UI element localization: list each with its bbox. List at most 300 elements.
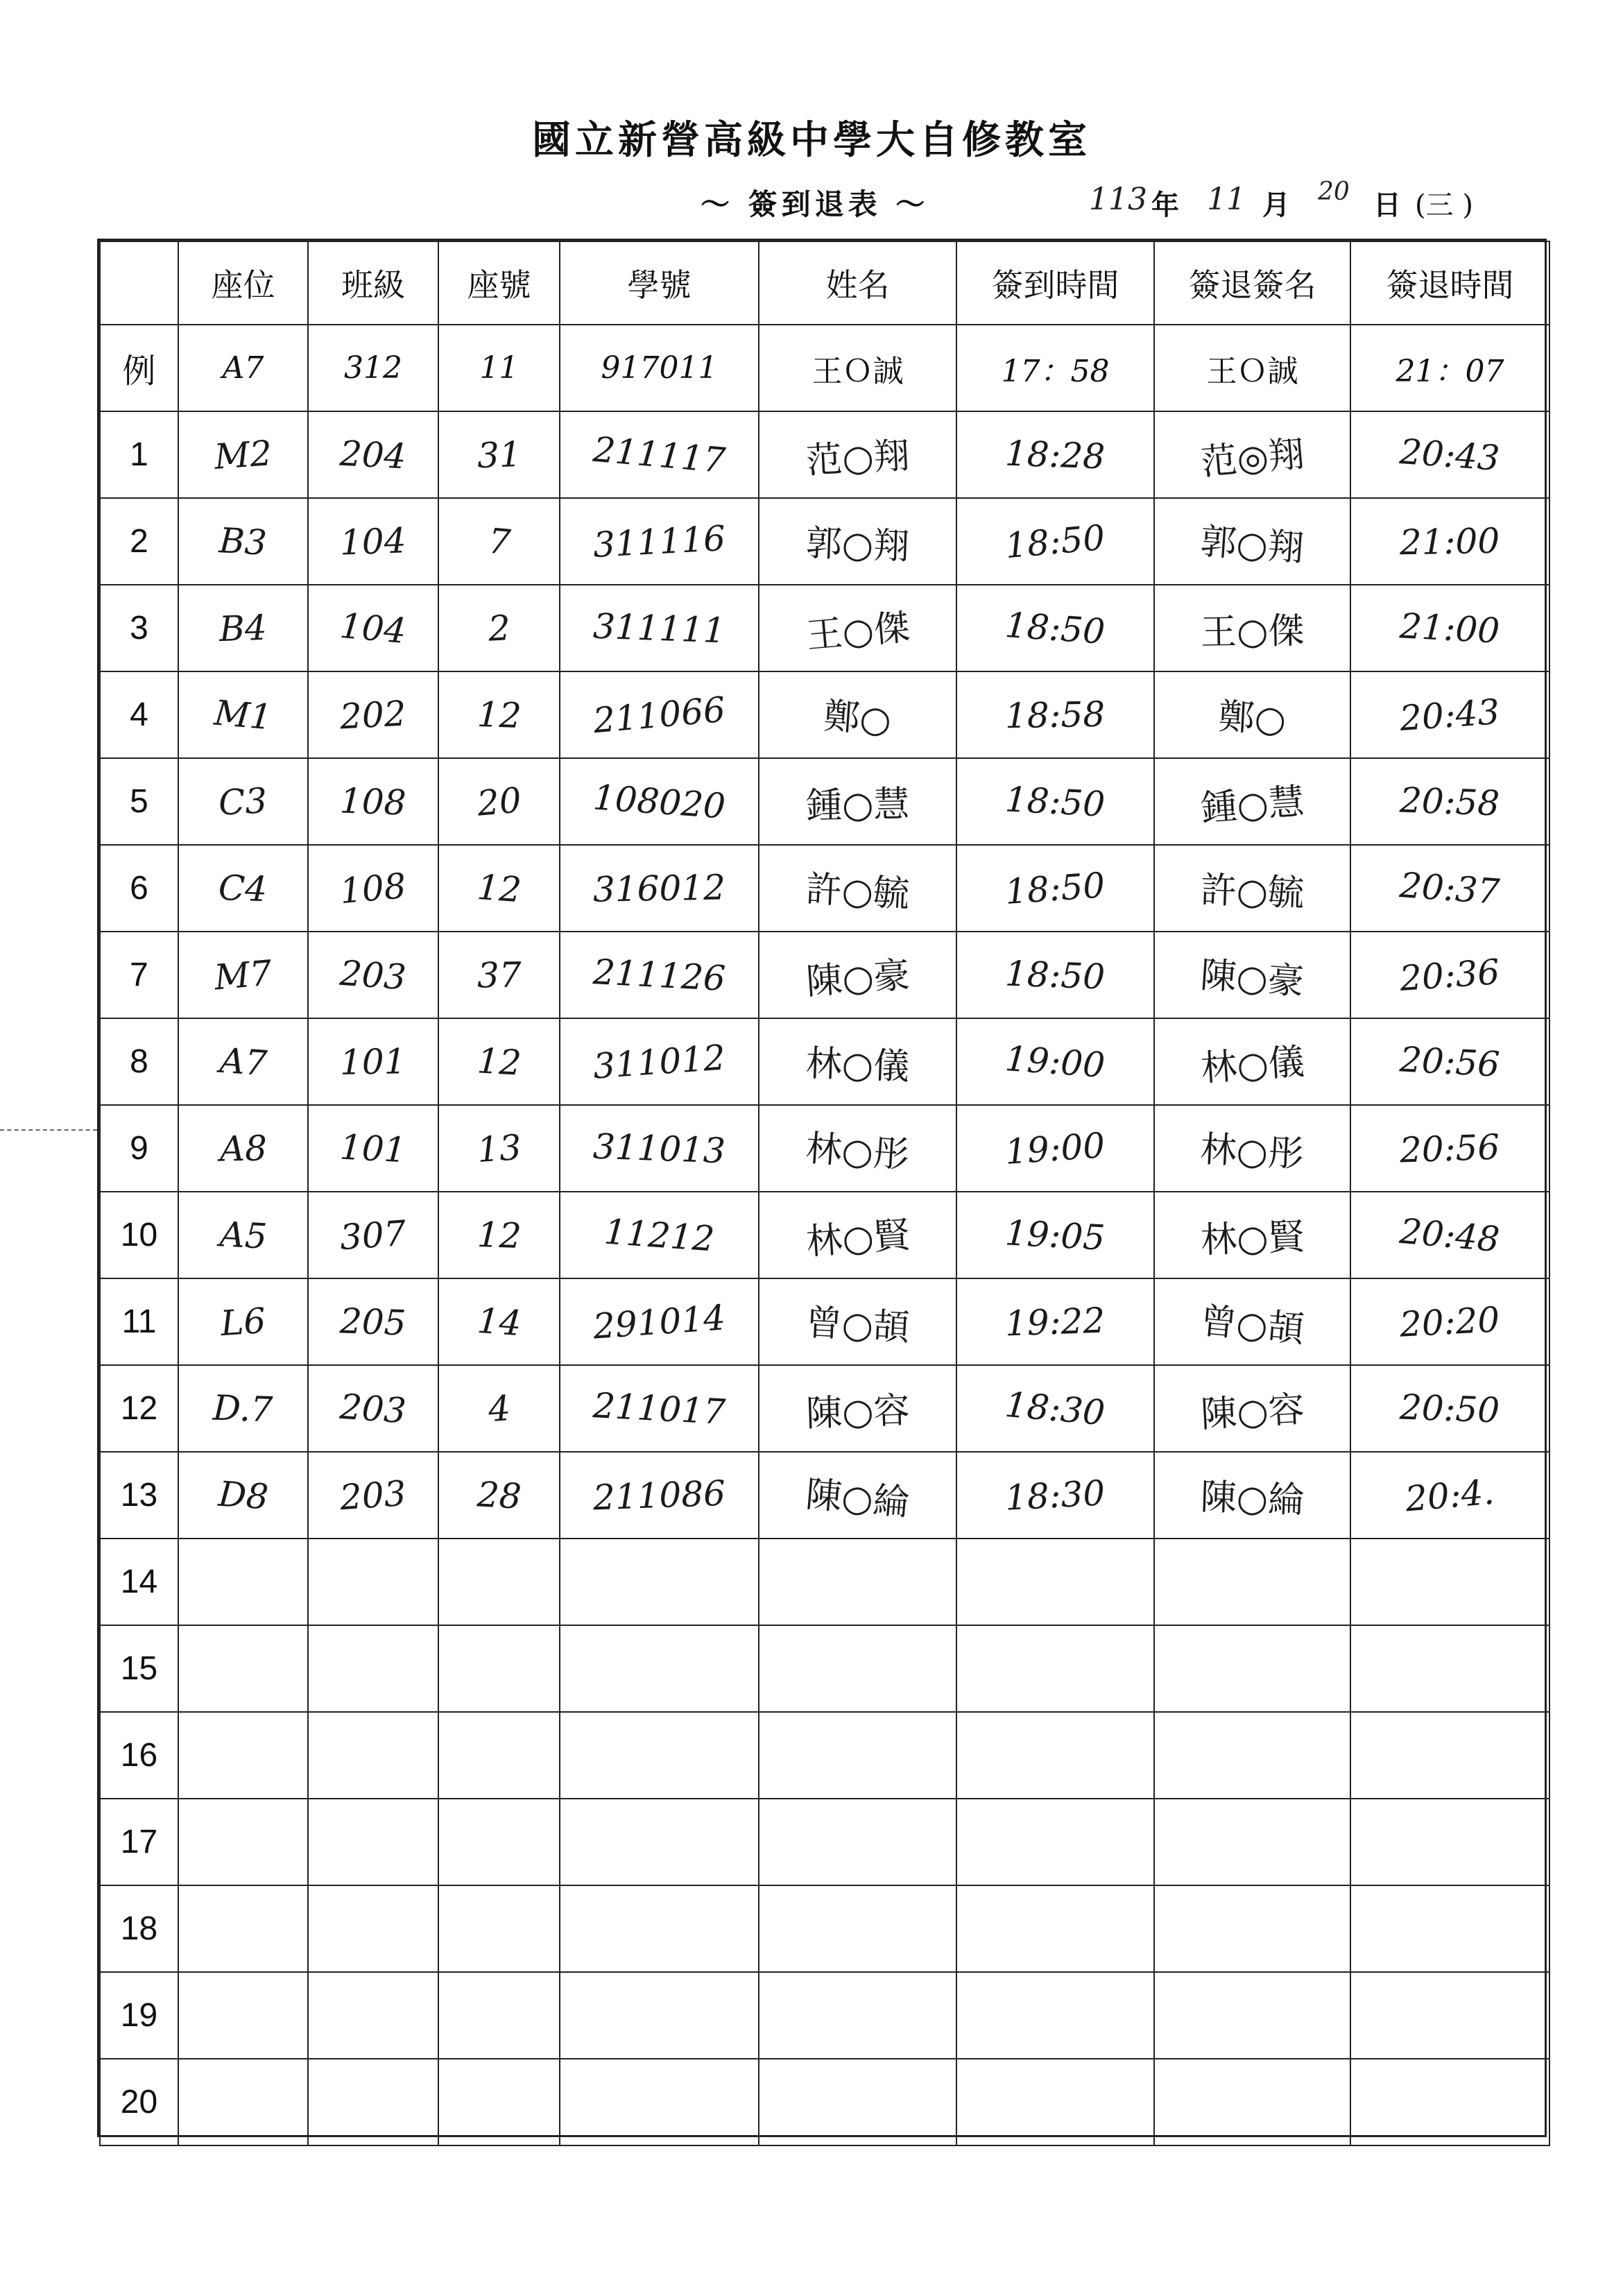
checkin-time-cell-text: 18:50 xyxy=(1004,517,1107,566)
checkout-signature-cell-text: 郭○翔 xyxy=(1199,520,1305,570)
seat-no-cell xyxy=(438,2059,560,2145)
checkout-signature-cell-text: 林○賢 xyxy=(1200,1216,1305,1262)
name-cell xyxy=(759,1712,956,1799)
checkin-time-cell xyxy=(956,2059,1154,2145)
name-cell xyxy=(759,498,956,585)
seat-no-cell xyxy=(438,1972,560,2059)
class-cell xyxy=(308,1278,438,1365)
checkout-time-cell xyxy=(1350,1278,1549,1365)
row-number: 16 xyxy=(100,1712,178,1799)
date-year: 113 xyxy=(1089,182,1147,217)
checkout-signature-cell xyxy=(1154,2059,1350,2145)
seat-cell xyxy=(178,1192,308,1278)
checkin-time-cell-text: 18:50 xyxy=(1004,864,1107,912)
seat-cell xyxy=(178,585,308,671)
checkout-signature-cell xyxy=(1154,758,1350,845)
date-month-unit: 月 xyxy=(1262,189,1290,221)
checkout-time-cell xyxy=(1350,1105,1549,1192)
checkin-time-cell xyxy=(956,498,1154,585)
checkout-signature-cell xyxy=(1154,585,1350,671)
checkout-time-cell xyxy=(1350,585,1549,671)
checkin-time-cell-text: 18:58 xyxy=(1004,694,1106,736)
table-row xyxy=(100,1105,1549,1192)
student-id-cell-text: 311012 xyxy=(592,1036,727,1087)
class-cell xyxy=(308,1018,438,1105)
signin-table xyxy=(99,241,1550,2146)
seat-cell-text: C4 xyxy=(218,867,268,909)
checkin-time-cell xyxy=(956,1105,1154,1192)
checkout-time-cell xyxy=(1350,1972,1549,2059)
row-number: 12 xyxy=(100,1365,178,1452)
class-cell-text: 203 xyxy=(338,1386,408,1431)
seat-cell xyxy=(178,1452,308,1539)
student-id-cell xyxy=(560,1452,759,1539)
student-id-cell-text: 311111 xyxy=(592,606,726,651)
student-id-cell xyxy=(560,758,759,845)
table-row xyxy=(100,1885,1549,1972)
checkout-time-cell-text: 20:37 xyxy=(1398,864,1502,912)
student-id-cell xyxy=(560,1799,759,1885)
name-cell xyxy=(759,1278,956,1365)
checkout-time-cell-text: 20:56 xyxy=(1399,1038,1501,1085)
class-cell xyxy=(308,1625,438,1712)
seat-no-cell-text: 2 xyxy=(487,607,511,649)
seat-no-cell xyxy=(438,498,560,585)
date-day: 20 xyxy=(1318,178,1350,206)
table-row xyxy=(100,1452,1549,1539)
checkout-time-cell-text: 20:20 xyxy=(1399,1299,1501,1345)
checkout-signature-cell xyxy=(1154,1452,1350,1539)
name-cell xyxy=(759,932,956,1018)
class-cell-text: 101 xyxy=(338,1126,408,1170)
row-number: 1 xyxy=(100,411,178,498)
class-cell xyxy=(308,1712,438,1799)
checkout-signature-cell xyxy=(1154,671,1350,758)
class-cell xyxy=(308,1105,438,1192)
student-id-cell xyxy=(560,1365,759,1452)
row-number: 2 xyxy=(100,498,178,585)
seat-no-cell-text: 4 xyxy=(486,1387,512,1430)
checkout-time-cell xyxy=(1350,498,1549,585)
checkin-time-cell-text: 19:22 xyxy=(1004,1300,1106,1344)
checkout-signature-cell xyxy=(1154,1365,1350,1452)
checkout-signature-cell xyxy=(1154,1105,1350,1192)
seat-no-cell xyxy=(438,671,560,758)
seat-no-cell-text: 13 xyxy=(475,1126,523,1170)
seat-cell xyxy=(178,498,308,585)
student-id-cell-text: 316012 xyxy=(592,866,726,910)
checkout-signature-cell-text: 陳○容 xyxy=(1199,1389,1305,1436)
col-header-checkin-time: 簽到時間 xyxy=(956,241,1154,325)
scan-artifact-line xyxy=(0,1129,97,1131)
form-subtitle: ～ 簽到退表 ～ xyxy=(701,187,929,221)
date-weekday: (三 ) xyxy=(1415,189,1473,221)
seat-no-cell-text: 28 xyxy=(476,1473,522,1517)
seat-cell-text: A5 xyxy=(218,1213,268,1257)
class-cell-text: 204 xyxy=(338,433,408,477)
checkout-signature-cell xyxy=(1154,1625,1350,1712)
seat-cell-text: B4 xyxy=(218,607,268,649)
row-number: 15 xyxy=(100,1625,178,1712)
seat-cell-text: D8 xyxy=(216,1473,270,1517)
student-id-cell-text: 108020 xyxy=(592,776,727,827)
seat-no-cell xyxy=(438,758,560,845)
student-id-cell xyxy=(560,1539,759,1625)
name-cell xyxy=(759,1018,956,1105)
row-number: 20 xyxy=(100,2059,178,2145)
page-title: 國立新營高級中學大自修教室 xyxy=(532,117,1091,163)
example-seat-no: 11 xyxy=(438,325,560,411)
table-header-row xyxy=(100,241,1549,325)
student-id-cell xyxy=(560,1192,759,1278)
checkin-time-cell-text: 19:00 xyxy=(1004,1038,1107,1086)
seat-cell xyxy=(178,1539,308,1625)
student-id-cell-text: 311116 xyxy=(592,517,727,565)
checkin-time-cell-text: 18:50 xyxy=(1004,953,1106,997)
student-id-cell-text: 211066 xyxy=(591,689,728,741)
seat-cell xyxy=(178,1799,308,1885)
class-cell xyxy=(308,1972,438,2059)
class-cell xyxy=(308,498,438,585)
seat-no-cell xyxy=(438,1365,560,1452)
name-cell-text: 許○毓 xyxy=(805,868,911,916)
student-id-cell-text: 211086 xyxy=(592,1473,726,1518)
checkin-time-cell xyxy=(956,1452,1154,1539)
student-id-cell-text: 211126 xyxy=(592,951,727,999)
date-day-unit: 日 xyxy=(1373,189,1401,221)
table-row xyxy=(100,1018,1549,1105)
student-id-cell xyxy=(560,1885,759,1972)
col-header-name: 姓名 xyxy=(759,241,956,325)
seat-cell-text: B3 xyxy=(218,520,268,563)
class-cell xyxy=(308,671,438,758)
checkin-time-cell xyxy=(956,1972,1154,2059)
example-checkout-time: 21：07 xyxy=(1350,325,1549,411)
checkin-time-cell xyxy=(956,1365,1154,1452)
class-cell-text: 101 xyxy=(339,1040,407,1083)
table-row xyxy=(100,1799,1549,1885)
class-cell-text: 104 xyxy=(339,520,407,563)
seat-cell xyxy=(178,845,308,932)
table-row xyxy=(100,1278,1549,1365)
checkin-time-cell-text: 18:28 xyxy=(1004,433,1106,477)
row-number: 17 xyxy=(100,1799,178,1885)
table-row xyxy=(100,932,1549,1018)
student-id-cell xyxy=(560,1278,759,1365)
seat-no-cell xyxy=(438,1105,560,1192)
class-cell-text: 307 xyxy=(338,1213,408,1258)
name-cell-text: 林○彤 xyxy=(804,1127,911,1177)
seat-cell xyxy=(178,1018,308,1105)
seat-no-cell-text: 37 xyxy=(476,954,522,996)
checkout-time-cell-text: 20:43 xyxy=(1398,431,1502,479)
row-number: 19 xyxy=(100,1972,178,2059)
class-cell xyxy=(308,1539,438,1625)
checkout-time-cell-text: 21:00 xyxy=(1399,520,1501,563)
checkout-signature-cell-text: 林○儀 xyxy=(1199,1040,1306,1090)
row-number: 8 xyxy=(100,1018,178,1105)
student-id-cell xyxy=(560,671,759,758)
seat-cell xyxy=(178,1365,308,1452)
table-row xyxy=(100,411,1549,498)
table-row xyxy=(100,845,1549,932)
checkout-time-cell-text: 20:50 xyxy=(1399,1387,1501,1430)
class-cell-text: 108 xyxy=(338,865,409,911)
row-number: 3 xyxy=(100,585,178,671)
name-cell xyxy=(759,411,956,498)
student-id-cell xyxy=(560,1712,759,1799)
checkout-time-cell-text: 20:36 xyxy=(1398,951,1502,999)
name-cell-text: 郭○翔 xyxy=(805,522,910,568)
seat-cell-text: L6 xyxy=(219,1300,267,1344)
seat-no-cell xyxy=(438,1192,560,1278)
table-row xyxy=(100,758,1549,845)
name-cell xyxy=(759,585,956,671)
student-id-cell-text: 211017 xyxy=(592,1385,727,1432)
seat-cell-text: M2 xyxy=(213,432,273,477)
seat-cell xyxy=(178,932,308,1018)
table-row xyxy=(100,1625,1549,1712)
col-header-student-id: 學號 xyxy=(560,241,759,325)
checkin-time-cell xyxy=(956,1018,1154,1105)
checkout-time-cell xyxy=(1350,1539,1549,1625)
checkin-time-cell-text: 19:00 xyxy=(1004,1124,1107,1172)
example-seat: A7 xyxy=(178,325,308,411)
student-id-cell-text: 291014 xyxy=(592,1296,727,1347)
name-cell xyxy=(759,2059,956,2145)
name-cell-text: 范○翔 xyxy=(805,435,911,482)
name-cell-text: 林○賢 xyxy=(805,1214,911,1264)
seat-no-cell-text: 12 xyxy=(476,1214,522,1256)
checkout-time-cell xyxy=(1350,1018,1549,1105)
checkin-time-cell xyxy=(956,411,1154,498)
name-cell xyxy=(759,845,956,932)
name-cell-text: 鍾○慧 xyxy=(805,783,910,828)
checkout-time-cell xyxy=(1350,411,1549,498)
checkout-time-cell-text: 21:00 xyxy=(1399,605,1501,651)
seat-cell-text: M1 xyxy=(212,692,274,738)
checkout-signature-cell xyxy=(1154,1539,1350,1625)
example-checkin-time: 17：58 xyxy=(956,325,1154,411)
table-row xyxy=(100,1365,1549,1452)
seat-no-cell-text: 20 xyxy=(475,779,523,824)
class-cell xyxy=(308,758,438,845)
seat-no-cell xyxy=(438,1799,560,1885)
checkout-signature-cell xyxy=(1154,498,1350,585)
seat-no-cell xyxy=(438,1018,560,1105)
row-number: 6 xyxy=(100,845,178,932)
seat-no-cell-text: 7 xyxy=(486,520,512,563)
checkout-time-cell xyxy=(1350,1712,1549,1799)
table-row xyxy=(100,1192,1549,1278)
row-number: 18 xyxy=(100,1885,178,1972)
col-header-index xyxy=(100,241,178,325)
checkin-time-cell xyxy=(956,671,1154,758)
name-cell xyxy=(759,1972,956,2059)
col-header-checkout-signature: 簽退簽名 xyxy=(1154,241,1350,325)
class-cell xyxy=(308,1799,438,1885)
name-cell-text: 曾○頡 xyxy=(805,1302,911,1349)
student-id-cell-text: 11212 xyxy=(603,1211,716,1259)
seat-no-cell-text: 14 xyxy=(475,1300,523,1344)
name-cell xyxy=(759,1365,956,1452)
name-cell-text: 王○傑 xyxy=(804,606,911,658)
seat-cell xyxy=(178,758,308,845)
signin-sheet xyxy=(97,239,1547,2137)
name-cell xyxy=(759,758,956,845)
checkin-time-cell xyxy=(956,1192,1154,1278)
seat-no-cell-text: 12 xyxy=(476,694,522,736)
student-id-cell xyxy=(560,2059,759,2145)
name-cell-text: 陳○綸 xyxy=(804,1473,911,1525)
seat-cell xyxy=(178,1712,308,1799)
row-number: 4 xyxy=(100,671,178,758)
checkout-time-cell-text: 20:58 xyxy=(1399,780,1501,823)
checkin-time-cell-text: 18:50 xyxy=(1004,778,1106,825)
seat-cell-text: A8 xyxy=(219,1127,267,1170)
name-cell xyxy=(759,1799,956,1885)
class-cell xyxy=(308,1452,438,1539)
seat-no-cell xyxy=(438,932,560,1018)
checkout-signature-cell-text: 陳○豪 xyxy=(1199,954,1305,1004)
checkout-time-cell xyxy=(1350,845,1549,932)
class-cell xyxy=(308,585,438,671)
checkout-signature-cell-text: 曾○頡 xyxy=(1199,1300,1306,1351)
checkin-time-cell-text: 18:50 xyxy=(1004,604,1107,652)
checkout-signature-cell-text: 許○毓 xyxy=(1199,869,1305,915)
date-year-unit: 年 xyxy=(1151,189,1179,221)
name-cell-text: 陳○容 xyxy=(805,1389,911,1435)
checkin-time-cell xyxy=(956,1539,1154,1625)
seat-no-cell xyxy=(438,1885,560,1972)
date-month: 11 xyxy=(1207,182,1246,217)
name-cell xyxy=(759,671,956,758)
checkin-time-cell xyxy=(956,1712,1154,1799)
checkout-signature-cell-text: 林○彤 xyxy=(1199,1129,1305,1176)
example-row xyxy=(100,325,1549,411)
checkout-time-cell xyxy=(1350,1625,1549,1712)
row-number: 7 xyxy=(100,932,178,1018)
col-header-seat-no: 座號 xyxy=(438,241,560,325)
seat-cell xyxy=(178,1105,308,1192)
name-cell xyxy=(759,1625,956,1712)
student-id-cell xyxy=(560,498,759,585)
student-id-cell xyxy=(560,845,759,932)
example-checkout-signature: 王Ｏ誠 xyxy=(1154,325,1350,411)
class-cell-text: 104 xyxy=(338,605,409,651)
table-row xyxy=(100,585,1549,671)
checkin-time-cell-text: 18:30 xyxy=(1004,1472,1106,1518)
checkout-time-cell-text: 20:48 xyxy=(1398,1210,1502,1260)
name-cell xyxy=(759,1192,956,1278)
row-number: 13 xyxy=(100,1452,178,1539)
col-header-checkout-time: 簽退時間 xyxy=(1350,241,1549,325)
checkout-time-cell xyxy=(1350,2059,1549,2145)
checkout-signature-cell-text: 鍾○慧 xyxy=(1199,780,1306,830)
checkout-time-cell-text: 20:43 xyxy=(1398,691,1502,739)
student-id-cell-text: 211117 xyxy=(591,429,728,481)
seat-no-cell xyxy=(438,1625,560,1712)
seat-no-cell xyxy=(438,585,560,671)
name-cell-text: 鄭○ xyxy=(822,695,893,742)
class-cell-text: 108 xyxy=(339,780,407,823)
student-id-cell xyxy=(560,932,759,1018)
checkout-signature-cell xyxy=(1154,1885,1350,1972)
name-cell-text: 林○儀 xyxy=(805,1043,910,1088)
seat-no-cell-text: 12 xyxy=(475,866,523,910)
checkout-time-cell xyxy=(1350,671,1549,758)
row-number: 11 xyxy=(100,1278,178,1365)
checkin-time-cell xyxy=(956,1799,1154,1885)
example-name: 王Ｏ誠 xyxy=(759,325,956,411)
checkin-time-cell xyxy=(956,1625,1154,1712)
checkout-signature-cell xyxy=(1154,932,1350,1018)
checkout-signature-cell xyxy=(1154,1972,1350,2059)
checkout-signature-cell xyxy=(1154,1018,1350,1105)
student-id-cell xyxy=(560,1105,759,1192)
name-cell-text: 陳○豪 xyxy=(805,954,911,1004)
seat-no-cell xyxy=(438,845,560,932)
class-cell xyxy=(308,932,438,1018)
checkout-signature-cell xyxy=(1154,1799,1350,1885)
student-id-cell xyxy=(560,1625,759,1712)
seat-no-cell xyxy=(438,1452,560,1539)
checkin-time-cell-text: 19:05 xyxy=(1004,1212,1106,1258)
class-cell xyxy=(308,2059,438,2145)
checkout-signature-cell xyxy=(1154,1278,1350,1365)
seat-cell xyxy=(178,1885,308,1972)
checkout-time-cell xyxy=(1350,1885,1549,1972)
checkout-signature-cell xyxy=(1154,1712,1350,1799)
seat-no-cell-text: 12 xyxy=(476,1040,522,1083)
table-row xyxy=(100,498,1549,585)
row-number: 9 xyxy=(100,1105,178,1192)
seat-cell xyxy=(178,1972,308,2059)
checkin-time-cell xyxy=(956,758,1154,845)
class-cell xyxy=(308,1365,438,1452)
seat-cell-text: A7 xyxy=(218,1040,268,1083)
name-cell xyxy=(759,1452,956,1539)
checkout-time-cell xyxy=(1350,1192,1549,1278)
table-row xyxy=(100,671,1549,758)
class-cell xyxy=(308,1885,438,1972)
row-number: 10 xyxy=(100,1192,178,1278)
student-id-cell-text: 311013 xyxy=(592,1126,726,1171)
class-cell xyxy=(308,1192,438,1278)
name-cell xyxy=(759,1539,956,1625)
student-id-cell xyxy=(560,1018,759,1105)
seat-cell-text: M7 xyxy=(212,952,274,998)
checkin-time-cell xyxy=(956,1278,1154,1365)
class-cell-text: 203 xyxy=(338,952,408,997)
class-cell-text: 202 xyxy=(338,693,408,737)
student-id-cell xyxy=(560,585,759,671)
example-student-id: 917011 xyxy=(560,325,759,411)
checkout-time-cell xyxy=(1350,932,1549,1018)
seat-cell-text: D.7 xyxy=(212,1387,274,1430)
example-class: 312 xyxy=(308,325,438,411)
seat-cell xyxy=(178,411,308,498)
student-id-cell xyxy=(560,1972,759,2059)
name-cell xyxy=(759,1885,956,1972)
checkout-time-cell-text: 20:56 xyxy=(1399,1126,1501,1170)
table-row xyxy=(100,1712,1549,1799)
checkout-signature-cell-text: 鄭○ xyxy=(1217,696,1287,742)
checkout-time-cell xyxy=(1350,1799,1549,1885)
table-row xyxy=(100,1539,1549,1625)
class-cell xyxy=(308,845,438,932)
seat-cell xyxy=(178,2059,308,2145)
